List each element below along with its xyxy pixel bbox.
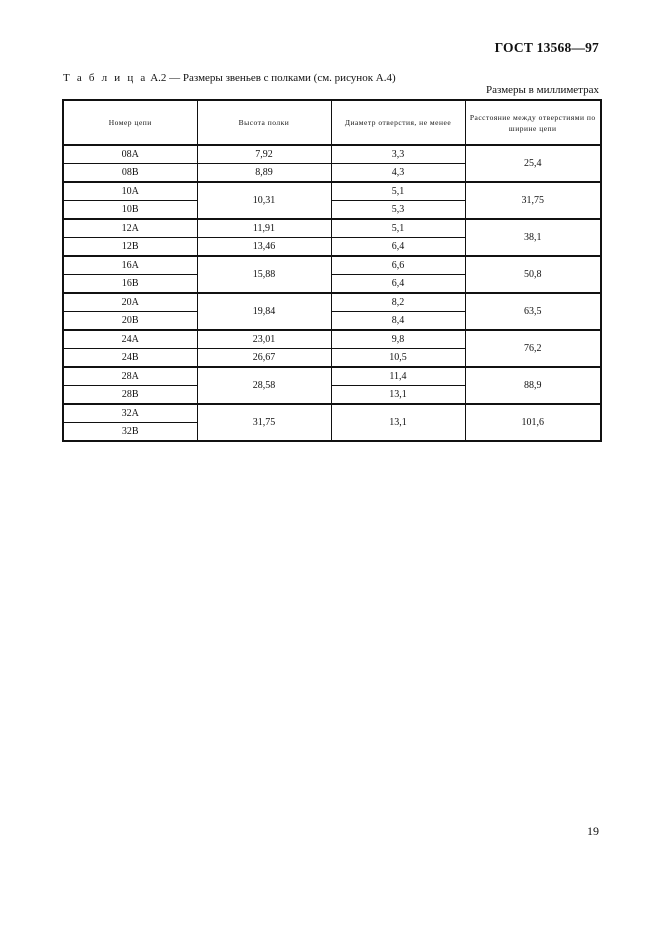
cell-hole-spacing: 63,5 (465, 293, 601, 330)
column-header-chain-number: Номер цепи (63, 100, 197, 145)
table-caption-label: Т а б л и ц а (63, 72, 148, 84)
table-caption (63, 72, 396, 84)
document-header: ГОСТ 13568—97 (494, 40, 599, 55)
cell-hole-diameter: 9,8 (331, 330, 465, 349)
table-row (63, 330, 601, 349)
cell-chain-number: 24B (63, 349, 197, 368)
cell-hole-diameter: 6,4 (331, 238, 465, 257)
cell-hole-diameter: 5,1 (331, 182, 465, 201)
cell-chain-number: 28B (63, 386, 197, 405)
cell-hole-diameter: 4,3 (331, 164, 465, 183)
table-row (63, 293, 601, 312)
cell-hole-spacing: 50,8 (465, 256, 601, 293)
cell-chain-number: 20B (63, 312, 197, 331)
cell-hole-diameter: 10,5 (331, 349, 465, 368)
cell-chain-number: 12B (63, 238, 197, 257)
cell-chain-number: 08B (63, 164, 197, 183)
cell-hole-spacing: 101,6 (465, 404, 601, 441)
column-header-hole-spacing: Расстояние между отверстиями по ширине цепи (465, 100, 601, 145)
table-row (63, 404, 601, 423)
cell-chain-number: 08A (63, 145, 197, 164)
table-caption-text: А.2 — Размеры звеньев с полками (см. рисунок А.4) (147, 72, 396, 84)
cell-hole-diameter: 6,6 (331, 256, 465, 275)
cell-flange-height: 10,31 (197, 182, 331, 219)
cell-chain-number: 16B (63, 275, 197, 294)
cell-hole-diameter: 13,1 (331, 404, 465, 441)
table-header-row (63, 100, 601, 145)
cell-flange-height: 11,91 (197, 219, 331, 238)
column-header-flange-height: Высота полки (197, 100, 331, 145)
units-note: Размеры в миллиметрах (486, 84, 599, 96)
cell-chain-number: 20A (63, 293, 197, 312)
cell-hole-spacing: 38,1 (465, 219, 601, 256)
cell-hole-spacing: 88,9 (465, 367, 601, 404)
cell-hole-diameter: 5,3 (331, 201, 465, 220)
cell-hole-diameter: 11,4 (331, 367, 465, 386)
table-row (63, 219, 601, 238)
cell-flange-height: 7,92 (197, 145, 331, 164)
cell-hole-diameter: 8,4 (331, 312, 465, 331)
cell-hole-diameter: 13,1 (331, 386, 465, 405)
cell-chain-number: 10A (63, 182, 197, 201)
cell-hole-diameter: 8,2 (331, 293, 465, 312)
cell-chain-number: 24A (63, 330, 197, 349)
chain-dimensions-table (62, 99, 602, 442)
cell-flange-height: 28,58 (197, 367, 331, 404)
cell-flange-height: 15,88 (197, 256, 331, 293)
page-number: 19 (587, 824, 599, 838)
cell-chain-number: 16A (63, 256, 197, 275)
table-row (63, 256, 601, 275)
column-header-hole-diameter: Диаметр отверстия, не менее (331, 100, 465, 145)
cell-chain-number: 12A (63, 219, 197, 238)
table-row (63, 182, 601, 201)
cell-flange-height: 31,75 (197, 404, 331, 441)
cell-chain-number: 32B (63, 423, 197, 442)
cell-chain-number: 32A (63, 404, 197, 423)
cell-hole-diameter: 6,4 (331, 275, 465, 294)
cell-hole-spacing: 76,2 (465, 330, 601, 367)
cell-hole-diameter: 5,1 (331, 219, 465, 238)
cell-flange-height: 8,89 (197, 164, 331, 183)
cell-flange-height: 13,46 (197, 238, 331, 257)
cell-hole-spacing: 31,75 (465, 182, 601, 219)
cell-flange-height: 23,01 (197, 330, 331, 349)
table-row (63, 367, 601, 386)
cell-flange-height: 26,67 (197, 349, 331, 368)
cell-flange-height: 19,84 (197, 293, 331, 330)
cell-chain-number: 10B (63, 201, 197, 220)
cell-chain-number: 28A (63, 367, 197, 386)
cell-hole-diameter: 3,3 (331, 145, 465, 164)
cell-hole-spacing: 25,4 (465, 145, 601, 182)
table-row (63, 145, 601, 164)
